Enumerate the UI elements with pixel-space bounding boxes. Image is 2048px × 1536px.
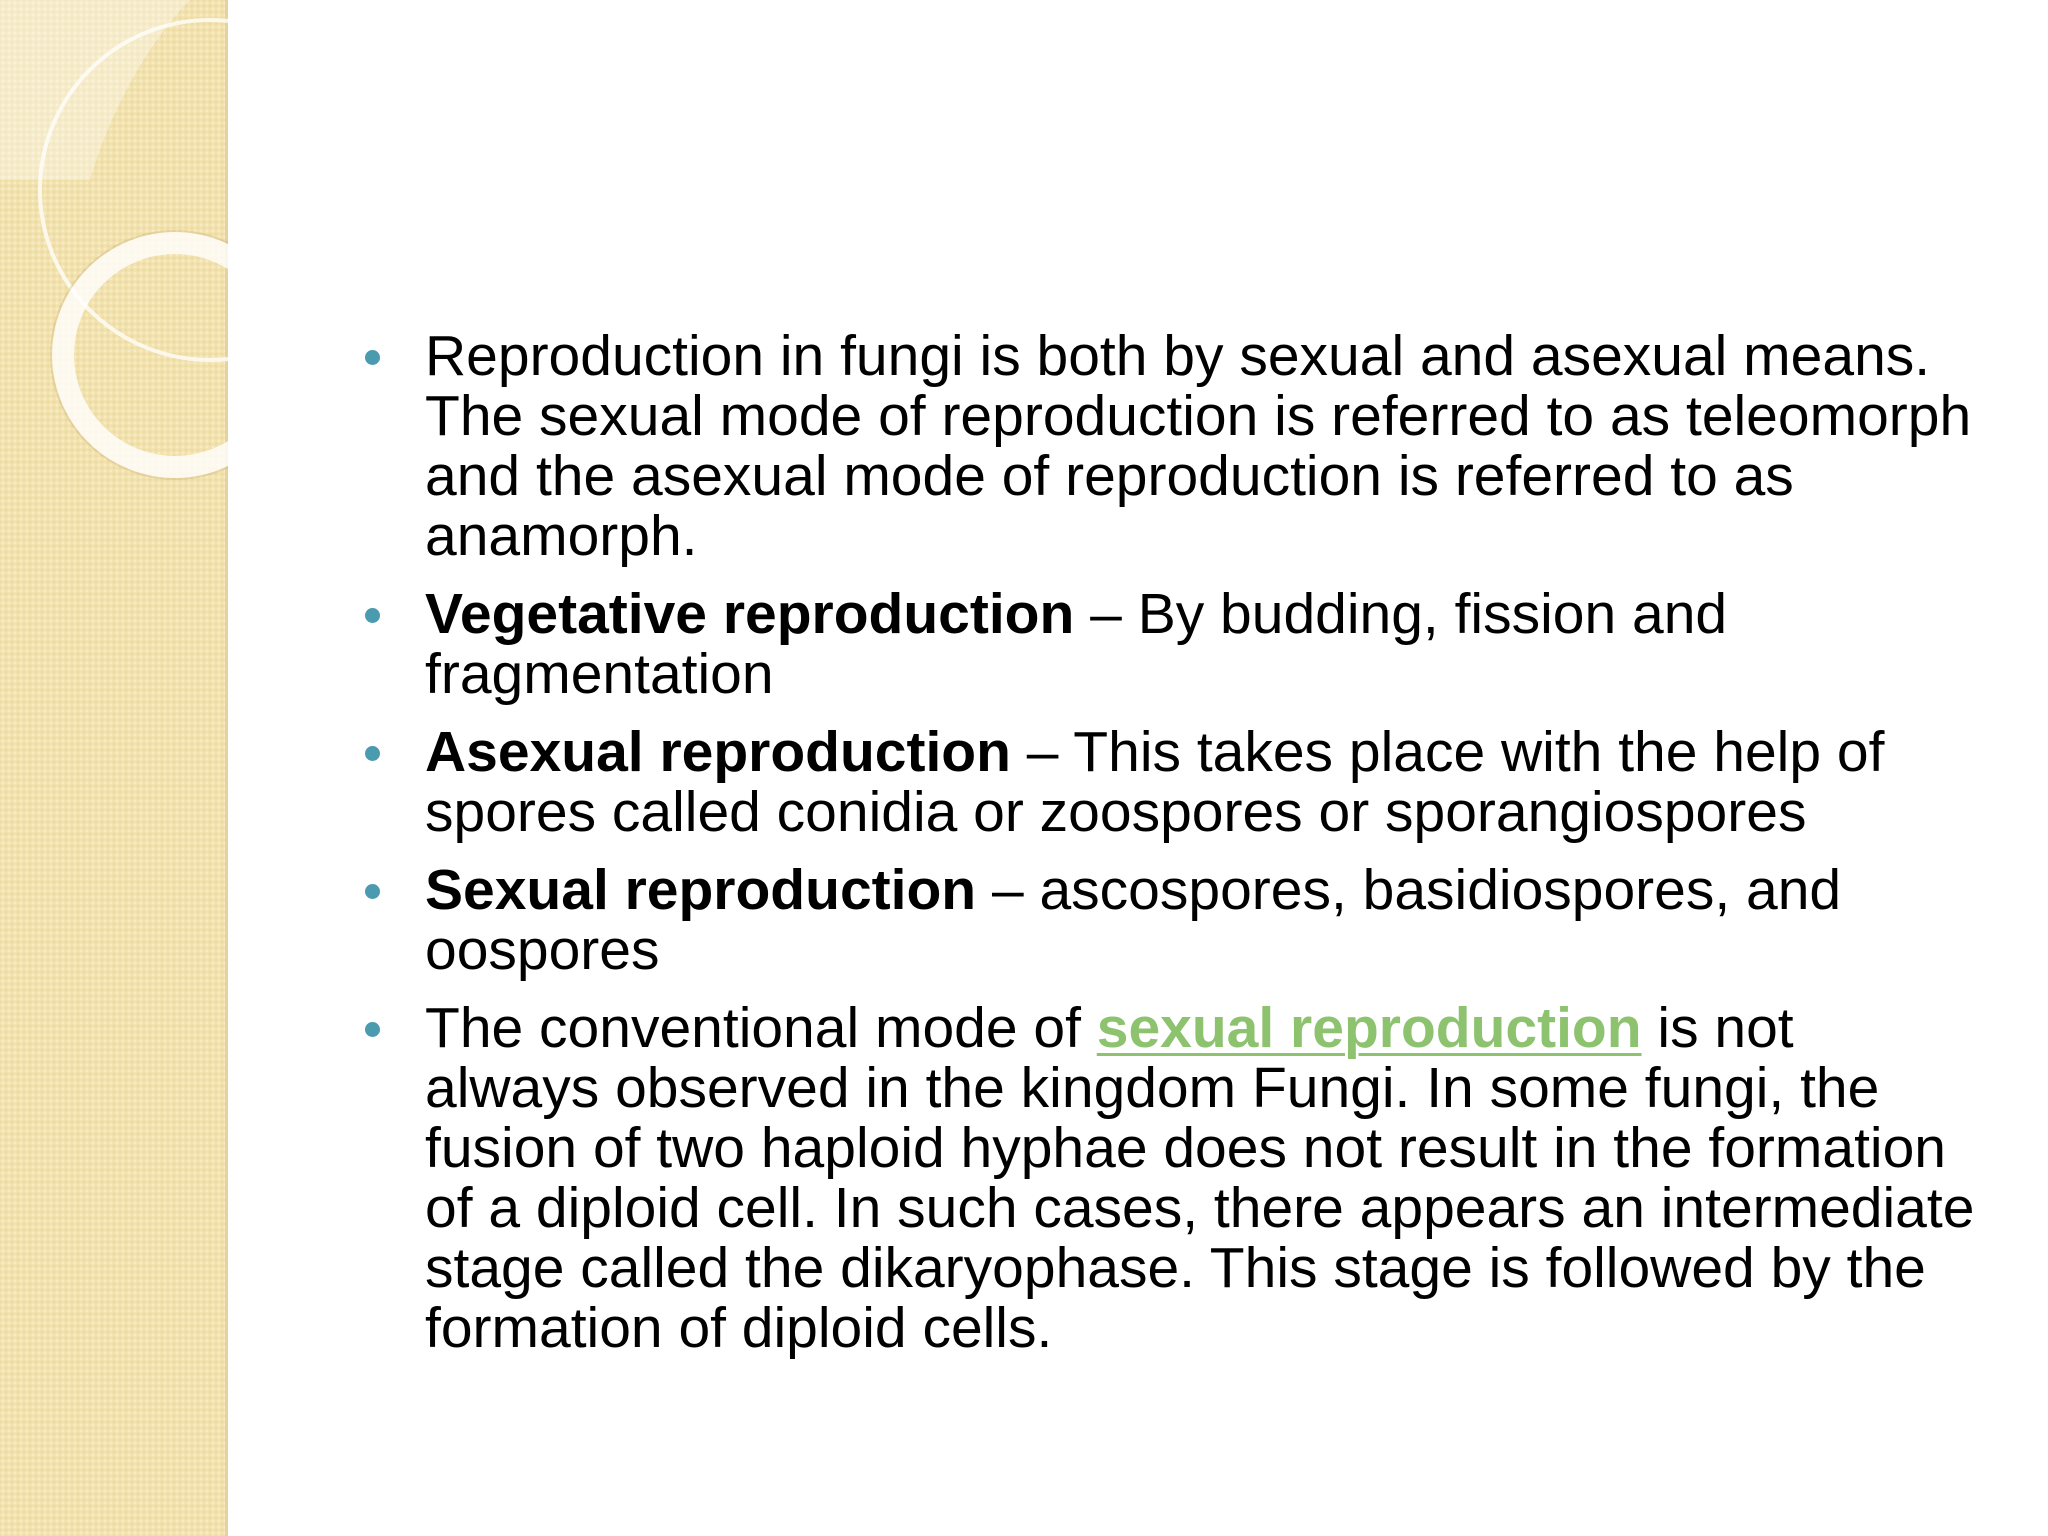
- bullet-item-asexual: [355, 722, 1975, 842]
- bullet-item-vegetative: [355, 584, 1975, 704]
- bullet-text: Reproduction in fungi is both by sexual and asexual means. The sexual mode of reproduction is referred to as teleomorph and the asexual mode of reproduction is referred to as anamorph.: [425, 324, 1972, 568]
- bullet-text-after: is not always observed in the kingdom Fungi. In some fungi, the fusion of two haploid hyphae does not result in the formation of a diploid cell. In such cases, there appears an intermediate stage called the dikaryophase. This stage is followed by the formation of diploid cells.: [425, 996, 1975, 1360]
- bullet-term: Vegetative reproduction: [425, 582, 1075, 646]
- bullet-dot-icon: [365, 608, 380, 623]
- bullet-dot-icon: [365, 746, 380, 761]
- sexual-reproduction-link[interactable]: sexual reproduction: [1096, 996, 1642, 1060]
- bullet-list: [355, 326, 1975, 1358]
- bullet-item-sexual: [355, 860, 1975, 980]
- slide-body: [355, 326, 1975, 1376]
- bullet-text: – By budding, fission and fragmentation: [425, 582, 1728, 706]
- bullet-item-conventional-mode: [355, 998, 1975, 1358]
- decorative-rings-graphic: [0, 0, 228, 520]
- decorative-side-panel: [0, 0, 228, 1536]
- bullet-text-before: The conventional mode of: [425, 996, 1097, 1060]
- bullet-dot-icon: [365, 884, 380, 899]
- bullet-term: Asexual reproduction: [425, 720, 1011, 784]
- bullet-text: – This takes place with the help of spores called conidia or zoospores or sporangiospores: [425, 720, 1885, 844]
- bullet-item-reproduction-overview: [355, 326, 1975, 566]
- bullet-dot-icon: [365, 350, 380, 365]
- bullet-dot-icon: [365, 1022, 380, 1037]
- bullet-text: – ascospores, basidiospores, and oospores: [425, 858, 1842, 982]
- bullet-term: Sexual reproduction: [425, 858, 977, 922]
